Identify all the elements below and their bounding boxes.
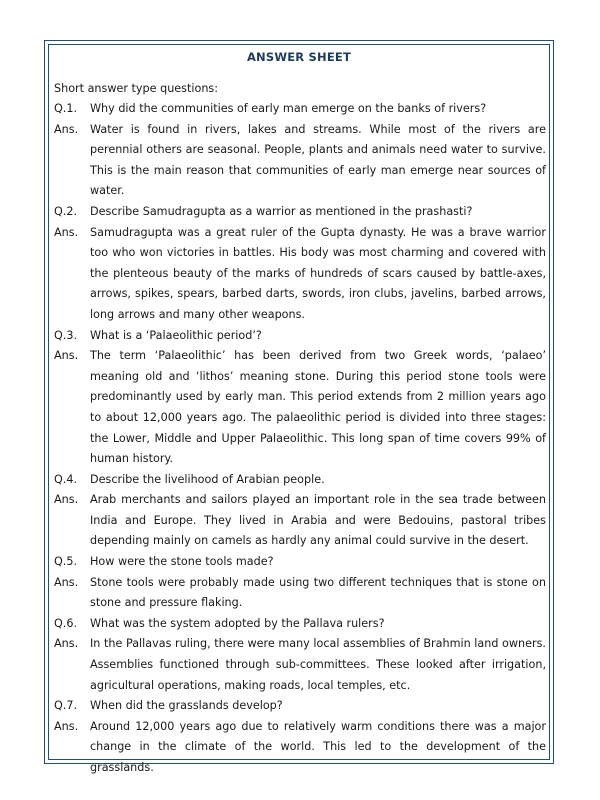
section-intro: Short answer type questions: — [54, 82, 219, 95]
item-label: Ans. — [54, 493, 79, 507]
item-label: Ans. — [54, 349, 79, 363]
item-label: Ans. — [54, 122, 79, 136]
question-5 — [54, 552, 546, 573]
answer-2 — [54, 223, 546, 326]
item-text: When did the grasslands develop? — [90, 699, 283, 713]
item-text: How were the stone tools made? — [90, 555, 274, 569]
answer-4 — [54, 490, 546, 552]
item-label: Q.3. — [54, 328, 78, 342]
item-text: What was the system adopted by the Pallava rulers? — [90, 616, 385, 630]
question-2 — [54, 202, 546, 223]
question-4 — [54, 470, 546, 491]
item-text: Samudragupta was a great ruler of the Gupta dynasty. He was a brave warrior too who won victories in battles. His body was most charming and covered with the plenteous beauty of the marks of hundreds of scars caused by battle-axes, arrows, spikes, spears, barbed darts, swords, iron clubs, javelins, barbed arrows, long arrows and many other weapons. — [90, 225, 546, 321]
answer-5 — [54, 573, 546, 614]
qa-list — [54, 99, 546, 779]
answer-7 — [54, 717, 546, 779]
item-text: Around 12,000 years ago due to relatively warm conditions there was a major change in the climate of the world. This led to the development of the grasslands. — [90, 719, 546, 774]
item-label: Q.7. — [54, 699, 78, 713]
question-3 — [54, 326, 546, 347]
item-label: Q.1. — [54, 102, 78, 115]
item-text: The term ‘Palaeolithic’ has been derived from two Greek words, ‘palaeo’ meaning old and ‘lithos’ meaning stone. During this period stone tools were predominantly used by early man. This period extends from 2 million years ago to about 12,000 years ago. The palaeolithic period is divided into three stages: the Lower, Middle and Upper Palaeolithic. This long span of time covers 99% of human history. — [90, 349, 546, 466]
item-text: In the Pallavas ruling, there were many local assemblies of Brahmin land owners. Assemblies functioned through sub-committees. These looked after irrigation, agricultural operations, making roads, local temples, etc. — [90, 637, 546, 692]
item-text: Arab merchants and sailors played an important role in the sea trade between India and Europe. They lived in Arabia and were Bedouins, pastoral tribes depending mainly on camels as hardly any animal could survive in the desert. — [90, 493, 546, 548]
item-label: Ans. — [54, 637, 79, 651]
item-text: Why did the communities of early man emerge on the banks of rivers? — [90, 102, 487, 115]
question-1 — [54, 99, 546, 120]
item-label: Q.5. — [54, 555, 78, 569]
answer-1 — [54, 120, 546, 202]
item-label: Ans. — [54, 719, 79, 733]
item-text: What is a ‘Palaeolithic period’? — [90, 328, 262, 342]
question-6 — [54, 614, 546, 635]
answer-3 — [54, 346, 546, 470]
item-label: Ans. — [54, 225, 79, 239]
item-label: Ans. — [54, 575, 79, 589]
answer-6 — [54, 634, 546, 696]
item-text: Describe the livelihood of Arabian people. — [90, 472, 325, 486]
item-label: Q.2. — [54, 204, 78, 218]
item-label: Q.6. — [54, 616, 78, 630]
item-label: Q.4. — [54, 472, 78, 486]
item-text: Stone tools were probably made using two different techniques that is stone on stone and pressure flaking. — [90, 575, 546, 610]
item-text: Describe Samudragupta as a warrior as mentioned in the prashasti? — [90, 204, 473, 218]
question-7 — [54, 696, 546, 717]
item-text: Water is found in rivers, lakes and streams. While most of the rivers are perennial others are seasonal. People, plants and animals need water to survive. This is the main reason that communities of early man emerge near sources of water. — [90, 122, 546, 198]
sheet-title: ANSWER SHEET — [246, 50, 352, 64]
